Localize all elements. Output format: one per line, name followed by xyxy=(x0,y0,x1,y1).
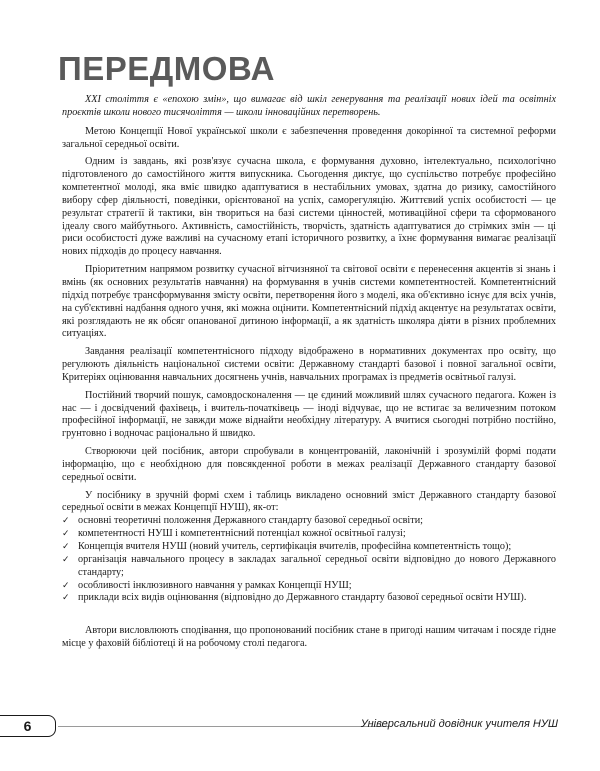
list-item xyxy=(62,528,556,541)
paragraph: Завдання реалізації компетентнісного підходу відображено в нормативних документах про освіту, що регулюють діяльність національної системи освіти: Державному стандарті базової і повної загальної освіти, Критеріях оцінювання навчальних досягнень учнів, навчальних програмах із предметів освітньої галузі. xyxy=(62,346,556,383)
list-item-text: особливості інклюзивного навчання у рамках Концепції НУШ; xyxy=(78,579,352,591)
paragraph: Метою Концепції Нової української школи є забезпечення проведення докорінної та системної реформи загальної середньої освіти. xyxy=(62,125,556,150)
list-item-text: Концепція вчителя НУШ (новий учитель, сертифікація вчителів, професійна компетентність тощо); xyxy=(78,541,512,552)
footer-book-title: Універсальний довідник учителя НУШ xyxy=(360,718,558,730)
checkmark-icon: ✓ xyxy=(62,542,70,552)
footer-divider xyxy=(58,726,388,727)
checkmark-icon: ✓ xyxy=(62,580,70,591)
checklist xyxy=(62,515,556,605)
list-item xyxy=(62,580,556,593)
paragraph: У посібнику в зручній формі схем і таблиць викладено основний зміст Державного стандарту базової середньої освіти в межах Концепції НУШ), як-от: xyxy=(62,489,556,514)
paragraph: Пріоритетним напрямом розвитку сучасної вітчизняної та світової освіти є перенесення акцентів зі знань і вмінь (як основних результатів навчання) на формування в учнів системи компетентностей. Компетентнісний підхід потребує трансформування змісту освіти, перетворення його з моделі, яка об'єктивно існує для всіх учнів, на суб'єктивні надбання одного учня, які можна оцінити. Компетентнісний підхід акцентує на результатах освіти, які розглядають не як обсяг опанованої дитиною інформації, а як здатність школяра діяти в різних проблемних ситуаціях. xyxy=(62,264,556,340)
list-item xyxy=(62,515,556,528)
page-title: ПЕРЕДМОВА xyxy=(58,50,275,87)
intro-paragraph: XXI століття є «епохою змін», що вимагає від шкіл генерування та реалізації нових ідей та освітніх проєктів школи нового тисячоліття — школи інноваційних перетворень. xyxy=(62,94,556,118)
closing-paragraph: Автори висловлюють сподівання, що пропонований посібник стане в пригоді нашим читачам і посяде гідне місце у фаховій бібліотеці й на робочому столі педагога. xyxy=(62,625,556,650)
page-content xyxy=(62,94,556,656)
checkmark-icon: ✓ xyxy=(62,554,70,565)
page-number: 6 xyxy=(0,715,56,737)
list-item-text: організація навчального процесу в закладах загальної середньої освіти відповідно до нового Державного стандарту; xyxy=(78,553,556,578)
checkmark-icon: ✓ xyxy=(62,529,70,540)
list-item-text: компетентності НУШ і компетентнісний потенціал кожної освітньої галузі; xyxy=(78,528,406,540)
checkmark-icon: ✓ xyxy=(62,593,70,604)
list-item-text: приклади всіх видів оцінювання (відповідно до Державного стандарту базової середньої освіти НУШ). xyxy=(78,592,527,604)
list-item-text: основні теоретичні положення Державного стандарту базової середньої освіти; xyxy=(78,515,423,527)
list-item xyxy=(62,554,556,580)
checkmark-icon: ✓ xyxy=(62,516,70,527)
paragraph: Створюючи цей посібник, автори спробували в концентрованій, лаконічній і зрозумілій формі подати інформацію, що є необхідною для повсякденної роботи в межах реалізації Державного стандарту базової середньої освіти. xyxy=(62,446,556,483)
list-item xyxy=(62,541,556,554)
list-item xyxy=(62,592,556,605)
paragraph: Постійний творчий пошук, самовдосконалення — це єдиний можливий шлях сучасного педагога. Кожен із нас — і досвідчений фахівець, і вчитель-початківець — іноді відчуває, що не встигає за величезним потоком професійної інформації, не завжди може віднайти необхідну літературу. А вчитися сьогодні потрібно постійно, грунтовно і водночас раціонально й швидко. xyxy=(62,389,556,440)
paragraph: Одним із завдань, які розв'язує сучасна школа, є формування духовно, інтелектуально, психологічно підготовленого до самостійного життя випускника. Сьогодення диктує, що суспільство потребує професійно компетентної молоді, яка вміє швидко адаптуватися в нестабільних умовах, здатна до ризику, самостійного вибору сфер діяльності, поведінки, орієнтованої на успіх, саморегуляцію. Життєвий успіх особистості — це результат стратегії й тактики, він твориться на базі системи цінностей, мотиваційної сфери та сформованого ідеалу свого майбутнього. Активність, самостійність, творчість, здатність адаптуватися до стрімких змін — ці риси особистості дуже важливі на сучасному етапі історичного розвитку, а їхнє формування вимагає реалізації нових підходів до процесу навчання. xyxy=(62,156,556,258)
